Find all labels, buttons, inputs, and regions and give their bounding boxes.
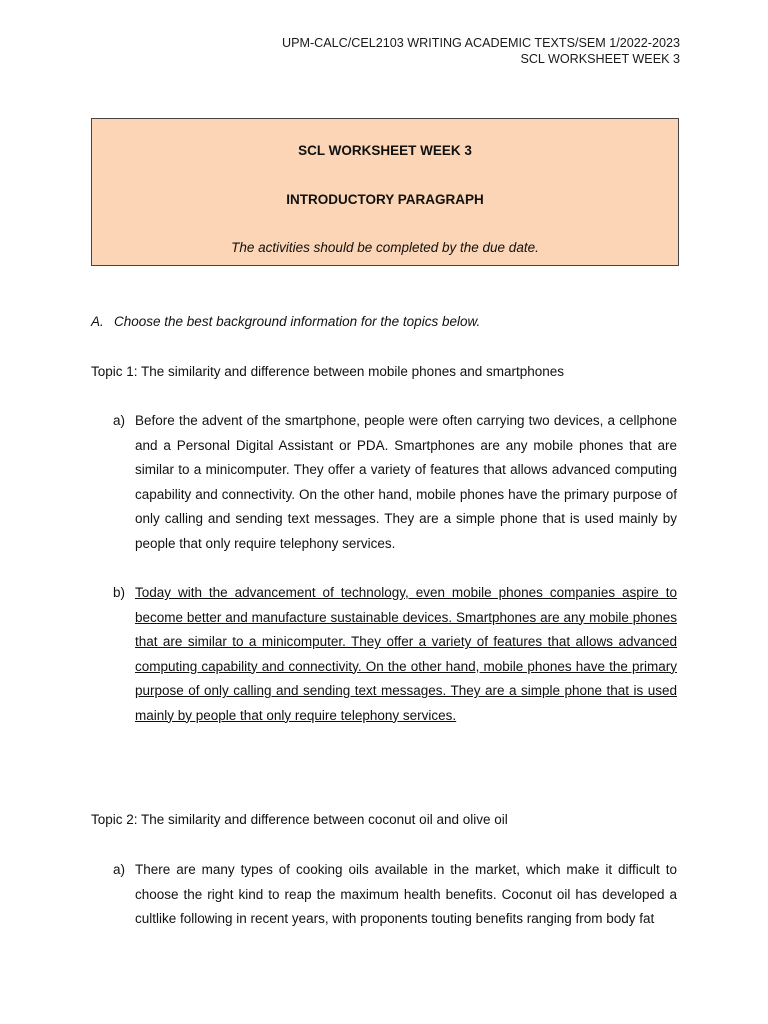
topic-1-option-b [113, 581, 677, 728]
header-worksheet-line: SCL WORKSHEET WEEK 3 [520, 52, 680, 66]
running-header [282, 35, 680, 67]
option-marker: b) [113, 585, 126, 600]
section-letter: A. [91, 314, 104, 329]
option-text: There are many types of cooking oils available in the market, which make it difficult to choose the right kind to reap the maximum health benefits. Coconut oil has developed a cultlike following in recent years, with proponents touting benefits ranging from body fat [135, 862, 677, 926]
header-course-line: UPM-CALC/CEL2103 WRITING ACADEMIC TEXTS/SEM 1/2022-2023 [281, 36, 680, 50]
section-a-instruction [91, 314, 480, 329]
worksheet-title: SCL WORKSHEET WEEK 3 [298, 143, 472, 158]
title-box [91, 118, 679, 266]
section-instruction-text: Choose the best background information for the topics below. [114, 314, 481, 329]
topic-2-heading: Topic 2: The similarity and difference between coconut oil and olive oil [91, 812, 508, 827]
due-date-note: The activities should be completed by the due date. [231, 240, 539, 255]
option-marker: a) [113, 862, 126, 877]
topic-1-option-a [113, 409, 677, 556]
option-text: Before the advent of the smartphone, people were often carrying two devices, a cellphone and a Personal Digital Assistant or PDA. Smartphones are any mobile phones that are similar to a minicomputer. They offer a variety of features that allows advanced computing capability and connectivity. On the other hand, mobile phones have the primary purpose of only calling and sending text messages. They are a simple phone that is used mainly by people that only require telephony services. [135, 413, 677, 551]
option-marker: a) [113, 413, 126, 428]
topic-2-option-a [113, 858, 677, 932]
topic-1-heading: Topic 1: The similarity and difference between mobile phones and smartphones [91, 364, 565, 379]
option-text: Today with the advancement of technology, even mobile phones companies aspire to become better and manufacture sustainable devices. Smartphones are any mobile phones that are similar to a minicomputer. They offer a variety of features that allows advanced computing capability and connectivity. On the other hand, mobile phones have the primary purpose of only calling and sending text messages. They are a simple phone that is used mainly by people that only require telephony services. [135, 585, 677, 723]
worksheet-subtitle: INTRODUCTORY PARAGRAPH [286, 192, 484, 207]
